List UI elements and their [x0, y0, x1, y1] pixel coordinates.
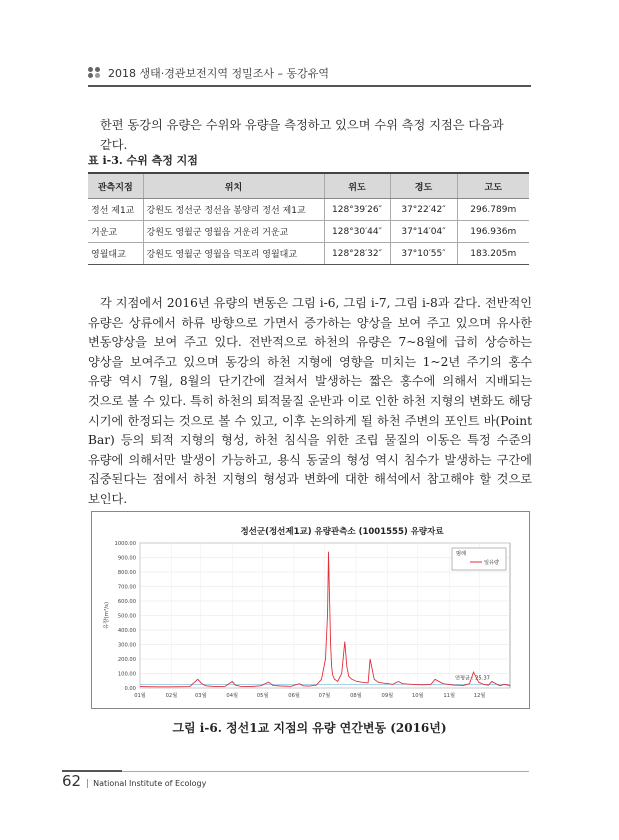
- figure-caption: 그림 i-6. 정선1교 지점의 유량 연간변동 (2016년): [172, 721, 447, 735]
- column-header: 위도: [324, 173, 390, 199]
- header-title: 2018 생태·경관보전지역 정밀조사 – 동강유역: [108, 67, 329, 80]
- column-header: 위치: [143, 173, 324, 199]
- y-tick-label: 400.00: [117, 628, 136, 634]
- table-row: [88, 199, 529, 221]
- x-tick-label: 02월: [165, 693, 178, 699]
- body-paragraph: 각 지점에서 2016년 유량의 변동은 그림 i-6, 그림 i-7, 그림 i-8과 같다. 전반적인 유량은 상류에서 하류 방향으로 가면서 증가하는 양상을 보여 주고 있으며 유사한 변동양상을 보여 주고 있다. 전반적으로 하천의 유량은 7~8월에 급히 상승하는 양상을 보여주고 있으며 동강의 하천 지형에 영향을 미치는 1~2년 주기의 홍수 유량 역시 7월, 8월의 단기간에 걸쳐서 발생하는 짧은 홍수에 의해서 지배되는 것으로 볼 수 있다. 특히 하천의 퇴적물질 운반과 이로 인한 하천 지형의 변화도 해당 시기에 한정되는 것으로 볼 수 있고, 이후 논의하게 될 하천 주변의 포인트 바(Point Bar) 등의 퇴적 지형의 형성, 하천 침식을 위한 조립 물질의 이동은 특정 수준의 유량에 의해서만 발생이 가능하고, 용식 동굴의 형성 역시 침수가 발생하는 구간에 집중된다는 점에서 하천 지형의 형성과 변화에 대한 해석에서 참고해야 할 것으로 보인다.: [88, 296, 532, 506]
- y-tick-label: 0.00: [124, 686, 136, 692]
- elevation-cell: 296.789m: [457, 199, 529, 221]
- table-caption: 표 i-3. 수위 측정 지점: [88, 154, 198, 167]
- y-tick-label: 1000.00: [114, 541, 136, 547]
- y-tick-label: 900.00: [117, 555, 136, 562]
- intro-paragraph: 한편 동강의 유량은 수위와 유량을 측정하고 있으며 수위 측정 지점은 다음과 같다.: [100, 118, 504, 152]
- bullet-dots-icon: [88, 67, 102, 79]
- mean-annotation: 연평균 : 25.37: [455, 675, 490, 682]
- chart-title: 정선군(정선제1교) 유량관측소 (1001555) 유량자료: [240, 527, 444, 537]
- gauge-station-table: [88, 172, 529, 265]
- x-tick-label: 08월: [350, 693, 362, 699]
- column-header: 관측지점: [88, 173, 143, 199]
- legend-title: 범례: [456, 551, 467, 557]
- table-row: [88, 221, 529, 243]
- y-tick-label: 500.00: [117, 613, 136, 620]
- table-header-row: [88, 173, 529, 199]
- station-name-cell: 거운교: [88, 221, 143, 243]
- y-tick-label: 200.00: [117, 657, 136, 663]
- location-cell: 강원도 영월군 영월읍 거운리 거운교: [143, 221, 324, 243]
- running-header: [88, 64, 529, 82]
- page-footer: [62, 772, 206, 790]
- y-tick-label: 700.00: [117, 584, 136, 591]
- latitude-cell: 128°30′44″: [324, 221, 390, 243]
- x-tick-label: 11월: [443, 693, 455, 699]
- station-name-cell: 정선 제1교: [88, 199, 143, 221]
- longitude-cell: 37°14′04″: [390, 221, 457, 243]
- longitude-cell: 37°10′55″: [390, 243, 457, 265]
- discharge-chart: [91, 511, 530, 709]
- legend-entry: 일유량: [484, 560, 500, 566]
- y-tick-label: 800.00: [117, 570, 136, 576]
- longitude-cell: 37°22′42″: [390, 199, 457, 221]
- x-tick-label: 04월: [226, 693, 239, 699]
- y-tick-label: 600.00: [117, 599, 136, 605]
- x-tick-label: 06월: [288, 693, 300, 699]
- latitude-cell: 128°28′32″: [324, 243, 390, 265]
- latitude-cell: 128°39′26″: [324, 199, 390, 221]
- table-row: [88, 243, 529, 265]
- institute-name: National Institute of Ecology: [93, 779, 207, 788]
- y-tick-label: 300.00: [117, 642, 136, 649]
- page-number: 62: [62, 772, 82, 790]
- location-cell: 강원도 영월군 영월읍 덕포리 영월대교: [143, 243, 324, 265]
- header-divider: [88, 85, 531, 87]
- x-tick-label: 12월: [473, 693, 486, 699]
- y-axis-label: 유량(m³/s): [104, 601, 110, 630]
- y-tick-label: 100.00: [117, 671, 136, 678]
- x-tick-label: 03월: [195, 693, 207, 699]
- chart-canvas: [92, 512, 529, 708]
- footer-separator: |: [86, 779, 90, 789]
- elevation-cell: 196.936m: [457, 221, 529, 243]
- x-tick-label: 09월: [381, 693, 394, 699]
- station-name-cell: 영월대교: [88, 243, 143, 265]
- column-header: 고도: [457, 173, 529, 199]
- x-tick-label: 10월: [411, 693, 424, 699]
- elevation-cell: 183.205m: [457, 243, 529, 265]
- x-tick-label: 01월: [134, 693, 146, 699]
- location-cell: 강원도 정선군 정선읍 봉양리 정선 제1교: [143, 199, 324, 221]
- x-tick-label: 07월: [318, 693, 331, 699]
- x-tick-label: 05월: [256, 693, 269, 699]
- column-header: 경도: [390, 173, 457, 199]
